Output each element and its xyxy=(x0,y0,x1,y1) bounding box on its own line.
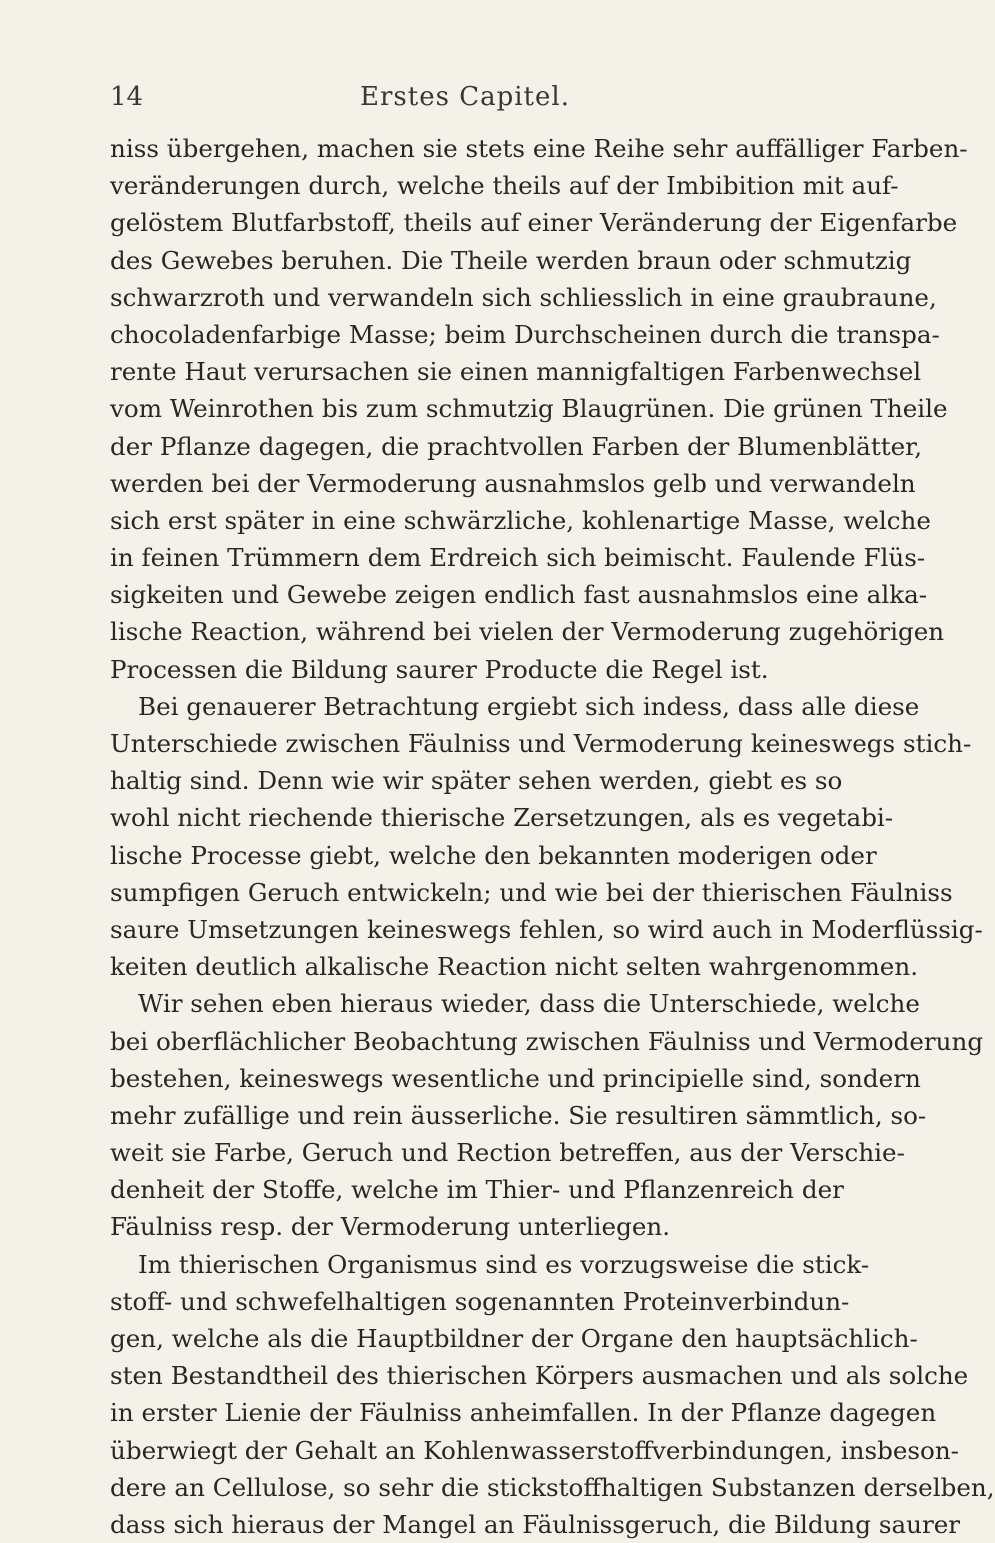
text-line: sigkeiten und Gewebe zeigen endlich fast ausnahmslos eine alka- xyxy=(110,580,928,610)
text-line: denheit der Stoffe, welche im Thier- und Pflanzenreich der xyxy=(110,1175,844,1205)
text-line: sumpfigen Geruch entwickeln; und wie bei der thierischen Fäulniss xyxy=(110,877,953,907)
text-line: Unterschiede zwischen Fäulniss und Vermoderung keineswegs stich- xyxy=(110,729,972,758)
text-line: rente Haut verursachen sie einen mannigfaltigen Farbenwechsel xyxy=(110,357,922,387)
text-line: saure Umsetzungen keineswegs fehlen, so wird auch in Moderflüssig- xyxy=(110,914,983,944)
text-line: des Gewebes beruhen. Die Theile werden braun oder schmutzig xyxy=(110,245,912,275)
text-line: mehr zufällige und rein äusserliche. Sie resultiren sämmtlich, so- xyxy=(110,1100,927,1130)
page-header xyxy=(110,82,800,122)
text-line: der Pflanze dagegen, die prachtvollen Farben der Blumenblätter, xyxy=(110,431,923,461)
text-line: chocoladenfarbige Masse; beim Durchscheinen durch die transpa- xyxy=(110,319,940,349)
text-line: in erster Lienie der Fäulniss anheimfallen. In der Pflanze dagegen xyxy=(110,1398,937,1428)
text-line: schwarzroth und verwandeln sich schliesslich in eine graubraune, xyxy=(110,282,937,312)
text-line: Bei genauerer Betrachtung ergiebt sich indess, dass alle diese xyxy=(138,691,920,721)
text-line: sich erst später in eine schwärzliche, kohlenartige Masse, welche xyxy=(110,505,931,535)
paragraph xyxy=(110,985,984,1245)
text-line: Fäulniss resp. der Vermoderung unterliegen. xyxy=(110,1212,671,1242)
page-number: 14 xyxy=(110,82,144,112)
text-line: niss übergehen, machen sie stets eine Reihe sehr auffälliger Farben- xyxy=(110,134,968,163)
text-line: Wir sehen eben hieraus wieder, dass die Unterschiede, welche xyxy=(138,989,920,1019)
text-line: veränderungen durch, welche theils auf der Imbibition mit auf- xyxy=(110,171,899,201)
running-title: Erstes Capitel. xyxy=(360,82,570,112)
text-line: stoff- und schwefelhaltigen sogenannten Proteinverbindun- xyxy=(110,1286,850,1316)
text-line: gelöstem Blutfarbstoff, theils auf einer Veränderung der Eigenfarbe xyxy=(110,208,958,238)
text-line: dass sich hieraus der Mangel an Fäulnissgeruch, die Bildung saurer xyxy=(110,1509,961,1539)
text-line: keiten deutlich alkalische Reaction nicht selten wahrgenommen. xyxy=(110,952,919,982)
text-line: bestehen, keineswegs wesentliche und principielle sind, sondern xyxy=(110,1063,921,1093)
text-line: sten Bestandtheil des thierischen Körpers ausmachen und als solche xyxy=(110,1361,969,1391)
text-line: weit sie Farbe, Geruch und Rection betreffen, aus der Verschie- xyxy=(110,1138,905,1168)
text-line: wohl nicht riechende thierische Zersetzungen, als es vegetabi- xyxy=(110,803,894,833)
text-line: lische Reaction, während bei vielen der Vermoderung zugehörigen xyxy=(110,617,945,647)
text-line: lische Processe giebt, welche den bekannten moderigen oder xyxy=(110,840,877,870)
paragraph xyxy=(110,130,968,688)
body-text xyxy=(110,130,995,1543)
text-line: gen, welche als die Hauptbildner der Organe den hauptsächlich- xyxy=(110,1324,918,1353)
paragraph xyxy=(110,688,983,986)
text-line: in feinen Trümmern dem Erdreich sich beimischt. Faulende Flüs- xyxy=(110,543,926,573)
text-line: dere an Cellulose, so sehr die stickstoffhaltigen Substanzen derselben, xyxy=(110,1472,995,1502)
text-line: Processen die Bildung saurer Producte die Regel ist. xyxy=(110,654,769,684)
text-line: Im thierischen Organismus sind es vorzugsweise die stick- xyxy=(138,1249,870,1279)
paragraph xyxy=(110,1246,995,1543)
text-line: überwiegt der Gehalt an Kohlenwasserstoffverbindungen, insbeson- xyxy=(110,1435,959,1465)
text-line: werden bei der Vermoderung ausnahmslos gelb und verwandeln xyxy=(110,468,916,498)
text-line: vom Weinrothen bis zum schmutzig Blaugrünen. Die grünen Theile xyxy=(110,394,948,424)
text-line: haltig sind. Denn wie wir später sehen werden, giebt es so xyxy=(110,766,843,796)
text-line: bei oberflächlicher Beobachtung zwischen Fäulniss und Vermoderung xyxy=(110,1026,984,1056)
